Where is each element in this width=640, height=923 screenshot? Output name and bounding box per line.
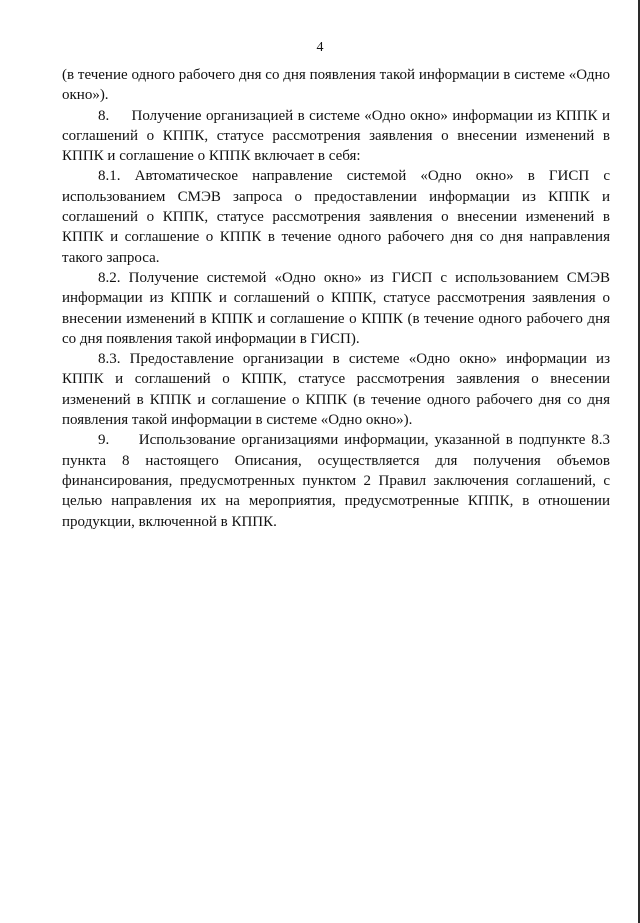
page-number: 4: [316, 40, 324, 55]
paragraph-8-1: 8.1. Автоматическое направление системой «Одно окно» в ГИСП с использованием СМЭВ запроса о предоставлении информации из КППК и соглашений о КППК, статусе рассмотрения заявления о внесении изменений в КППК и соглашение о КППК в течение одного рабочего дня со дня направления такого запроса.: [62, 168, 610, 266]
paragraph-8-3: 8.3. Предоставление организации в системе «Одно окно» информации из КППК и соглашений о КППК, статусе рассмотрения заявления о внесении изменений в КППК и соглашение о КППК (в течение одного рабочего дня со дня появления такой информации в системе «Одно окно»).: [62, 351, 610, 429]
paragraph-continuation: (в течение одного рабочего дня со дня появления такой информации в системе «Одно окно»).: [62, 67, 610, 104]
document-body: [62, 65, 610, 532]
paragraph-8: 8. Получение организацией в системе «Одно окно» информации из КППК и соглашений о КППК, статусе рассмотрения заявления о внесении изменений в КППК и соглашение о КППК включает в себя:: [62, 107, 610, 165]
paragraph-9: 9. Использование организациями информации, указанной в подпункте 8.3 пункта 8 настоящего Описания, осуществляется для получения объемов финансирования, предусмотренных пунктом 2 Правил заключения соглашений, с целью направления их на мероприятия, предусмотренные КППК, в отношении продукции, включенной в КППК.: [62, 432, 610, 530]
paragraph-8-2: 8.2. Получение системой «Одно окно» из ГИСП с использованием СМЭВ информации из КППК и соглашений о КППК, статусе рассмотрения заявления о внесении изменений в КППК и соглашение о КППК (в течение одного рабочего дня со дня появления такой информации в ГИСП).: [62, 269, 610, 347]
